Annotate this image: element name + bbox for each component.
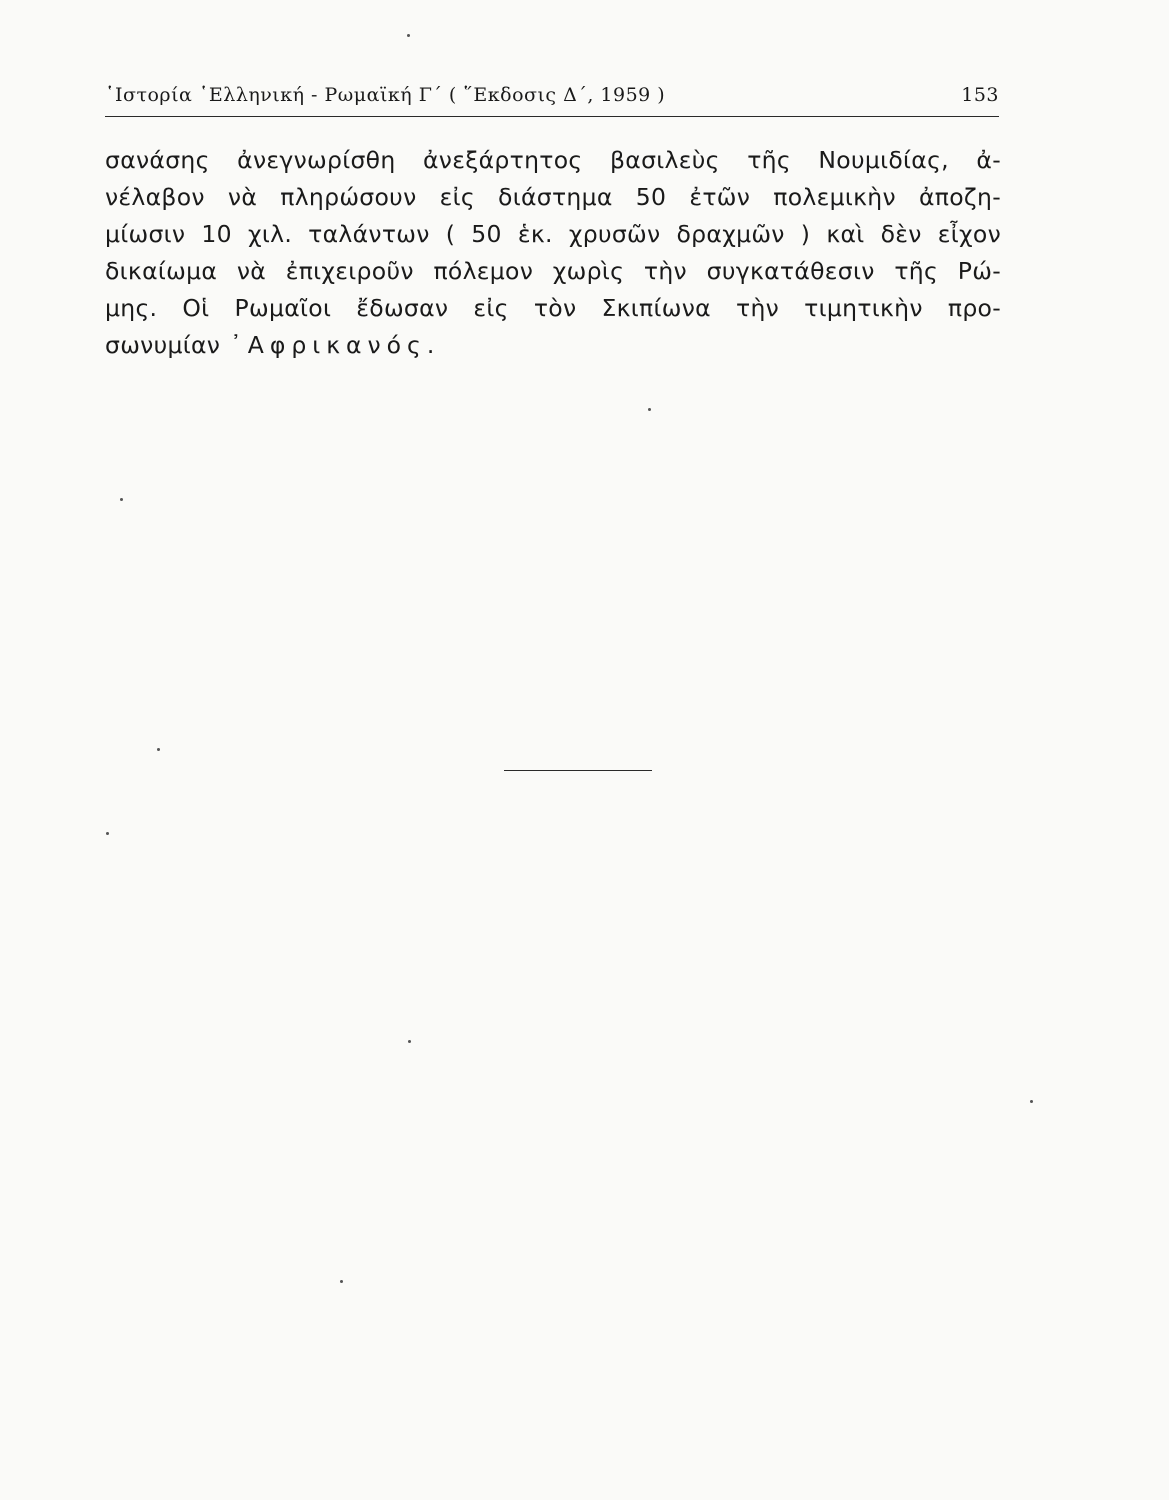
page-number: 153	[961, 84, 999, 106]
scan-speck	[157, 748, 160, 751]
scan-speck	[120, 498, 123, 501]
scan-speck	[407, 34, 410, 37]
last-line-prefix: σωνυμίαν	[105, 331, 221, 359]
emphasized-word: ᾿Αφρικανός.	[230, 331, 441, 359]
text-line: μης. Οἱ Ρωμαῖοι ἔδωσαν εἰς τὸν Σκιπίωνα τὴν τιμητικὴν προ-	[105, 294, 1001, 322]
text-line: δικαίωμα νὰ ἐπιχειροῦν πόλεμον χωρὶς τὴν συγκατάθεσιν τῆς Ρώ-	[105, 257, 1001, 285]
text-line: μίωσιν 10 χιλ. ταλάντων ( 50 ἑκ. χρυσῶν δραχμῶν ) καὶ δὲν εἶχον	[105, 220, 1001, 248]
body-paragraph	[105, 142, 1001, 364]
scan-speck	[408, 1040, 411, 1043]
text-line: σανάσης ἀνεγνωρίσθη ἀνεξάρτητος βασιλεὺς τῆς Νουμιδίας, ἀ-	[105, 146, 1001, 174]
header-title: ῾Ιστορία ῾Ελληνική - Ρωμαϊκή Γ΄ ( ῞Εκδοσις Δ΄, 1959 )	[105, 84, 666, 106]
scan-speck	[1030, 1100, 1033, 1103]
text-line-last	[105, 327, 1001, 364]
scan-speck	[340, 1280, 343, 1283]
header-rule	[105, 116, 999, 117]
section-divider	[504, 770, 652, 771]
running-header	[105, 78, 999, 114]
scan-speck	[106, 832, 109, 835]
scan-speck	[648, 408, 651, 411]
text-line: νέλαβον νὰ πληρώσουν εἰς διάστημα 50 ἐτῶν πολεμικὴν ἀποζη-	[105, 183, 1001, 211]
